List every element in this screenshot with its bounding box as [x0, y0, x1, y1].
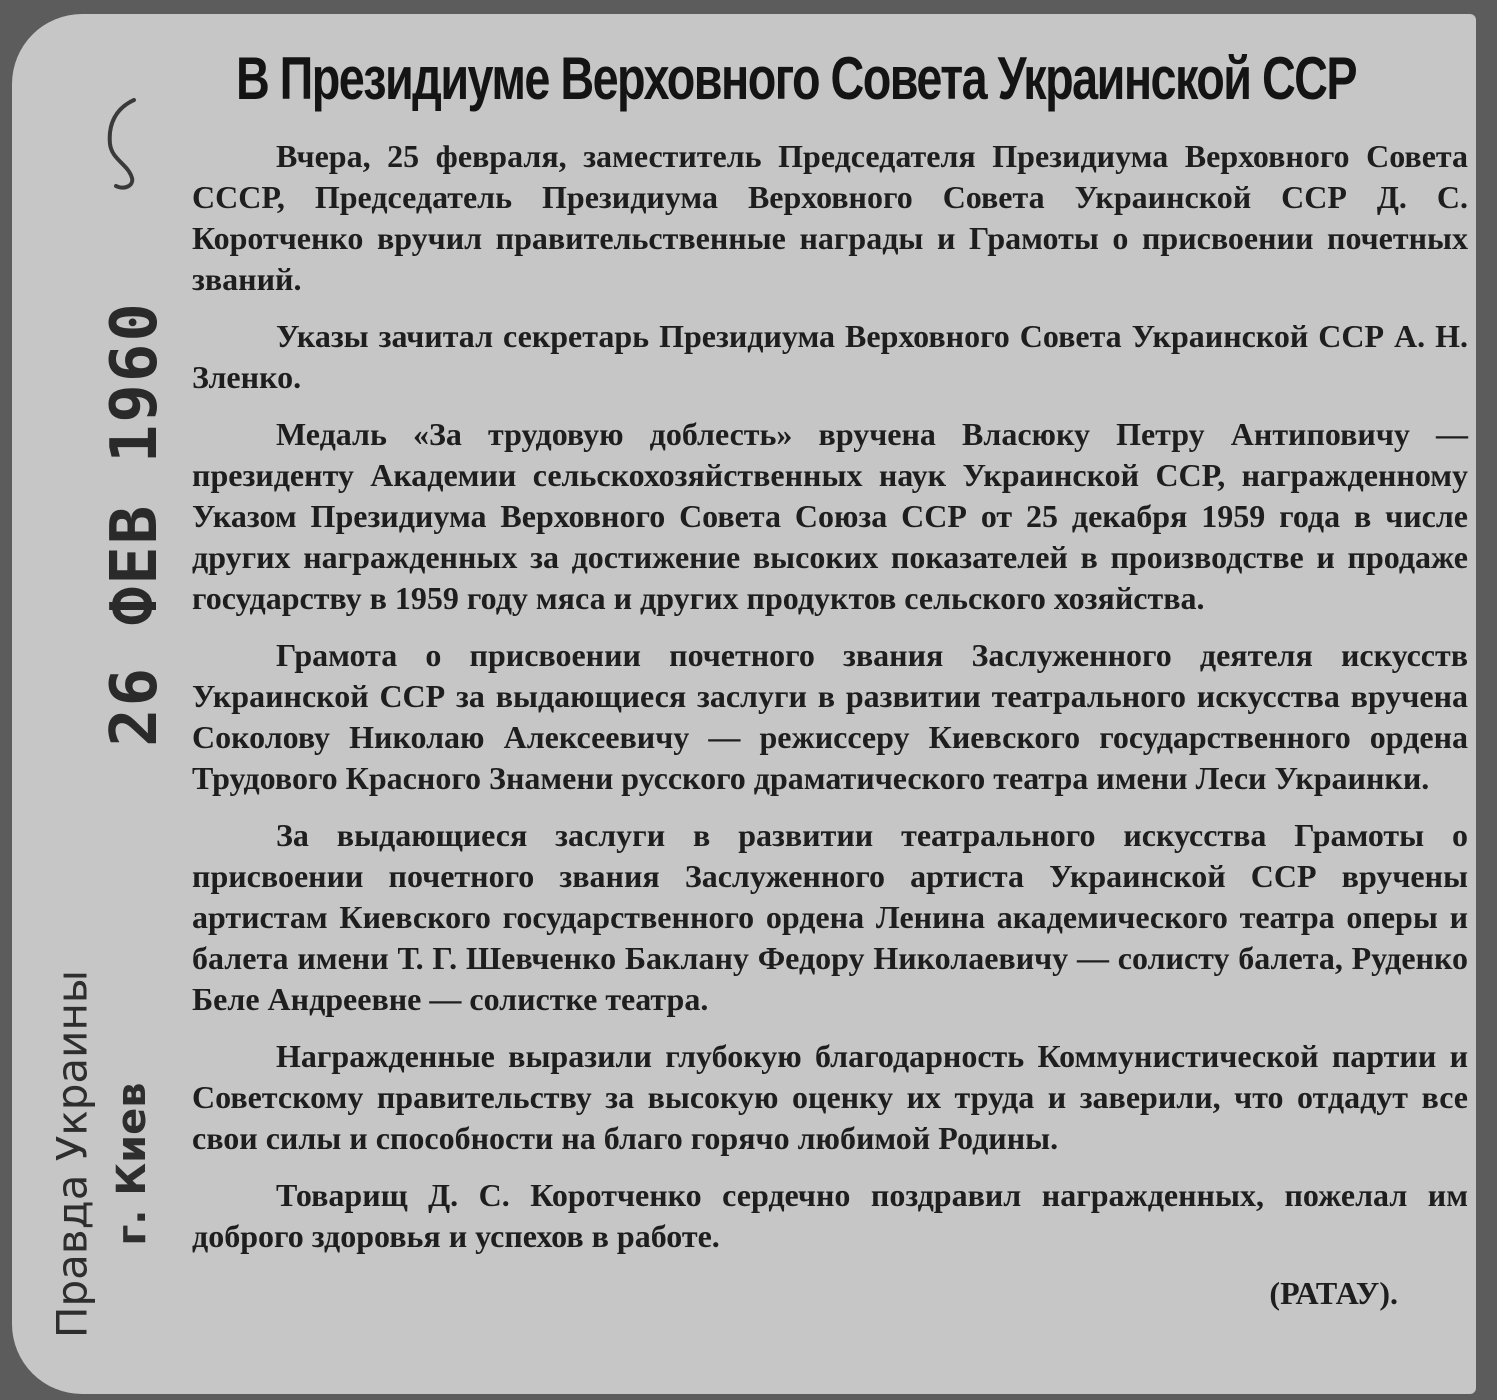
article-paragraph: Медаль «За трудовую доблесть» вручена Власюку Петру Антиповичу — президенту Академии сельскохозяйственных наук Украинской ССР, награжденному Указом Президиума Верховного Совета Союза ССР от 25 декабря 1959 года в числе других награжденных за достижение высоких показателей в производстве и продаже государству в 1959 году мяса и других продуктов сельского хозяйства. [192, 416, 1468, 616]
date-stamp [80, 301, 190, 747]
article-paragraph: Вчера, 25 февраля, заместитель Председателя Президиума Верховного Совета СССР, Председатель Президиума Верховного Совета Украинской ССР Д. С. Коротченко вручил правительственные награды и Грамоты о присвоении почетных званий. [192, 138, 1468, 297]
source-stamp [32, 914, 112, 1394]
article-paragraph: Грамота о присвоении почетного звания Заслуженного деятеля искусств Украинской ССР за выдающиеся заслуги в развитии театрального искусства вручена Соколову Николаю Алексеевичу — режиссеру Киевского государственного ордена Трудового Красного Знамени русского драматического театра имени Леси Украинки. [192, 637, 1468, 796]
article-paragraph: Указы зачитал секретарь Президиума Верховного Совета Украинской ССР А. Н. Зленко. [192, 318, 1468, 395]
article-headline: В Президиуме Верховного Совета Украинской ССР [236, 45, 1357, 112]
article [192, 34, 1468, 1314]
article-paragraph: Товарищ Д. С. Коротченко сердечно поздравил награжденных, пожелал им доброго здоровья и успехов в работе. [192, 1177, 1468, 1254]
article-paragraph: За выдающиеся заслуги в развитии театрального искусства Грамоты о присвоении почетного звания Заслуженного артиста Украинской ССР вручены артистам Киевского государственного ордена Ленина академического театра оперы и балета имени Т. Г. Шевченко Баклану Федору Николаевичу — солисту балета, Руденко Беле Андреевне — солистке театра. [192, 817, 1468, 1017]
article-paragraph: Награжденные выразили глубокую благодарность Коммунистической партии и Советскому правительству за высокую оценку их труда и заверили, что отдадут все свои силы и способности на благо горячо любимой Родины. [192, 1038, 1468, 1156]
city-stamp [102, 1054, 162, 1274]
city-stamp-text: г. Киев [109, 1082, 155, 1246]
article-signature: (РАТАУ). [1269, 1275, 1398, 1311]
newspaper-clipping [12, 14, 1476, 1394]
pencil-number-mark [94, 94, 154, 194]
source-stamp-text: Правда Украины [47, 969, 97, 1339]
date-stamp-text: 26 ФЕВ 1960 [98, 301, 172, 747]
